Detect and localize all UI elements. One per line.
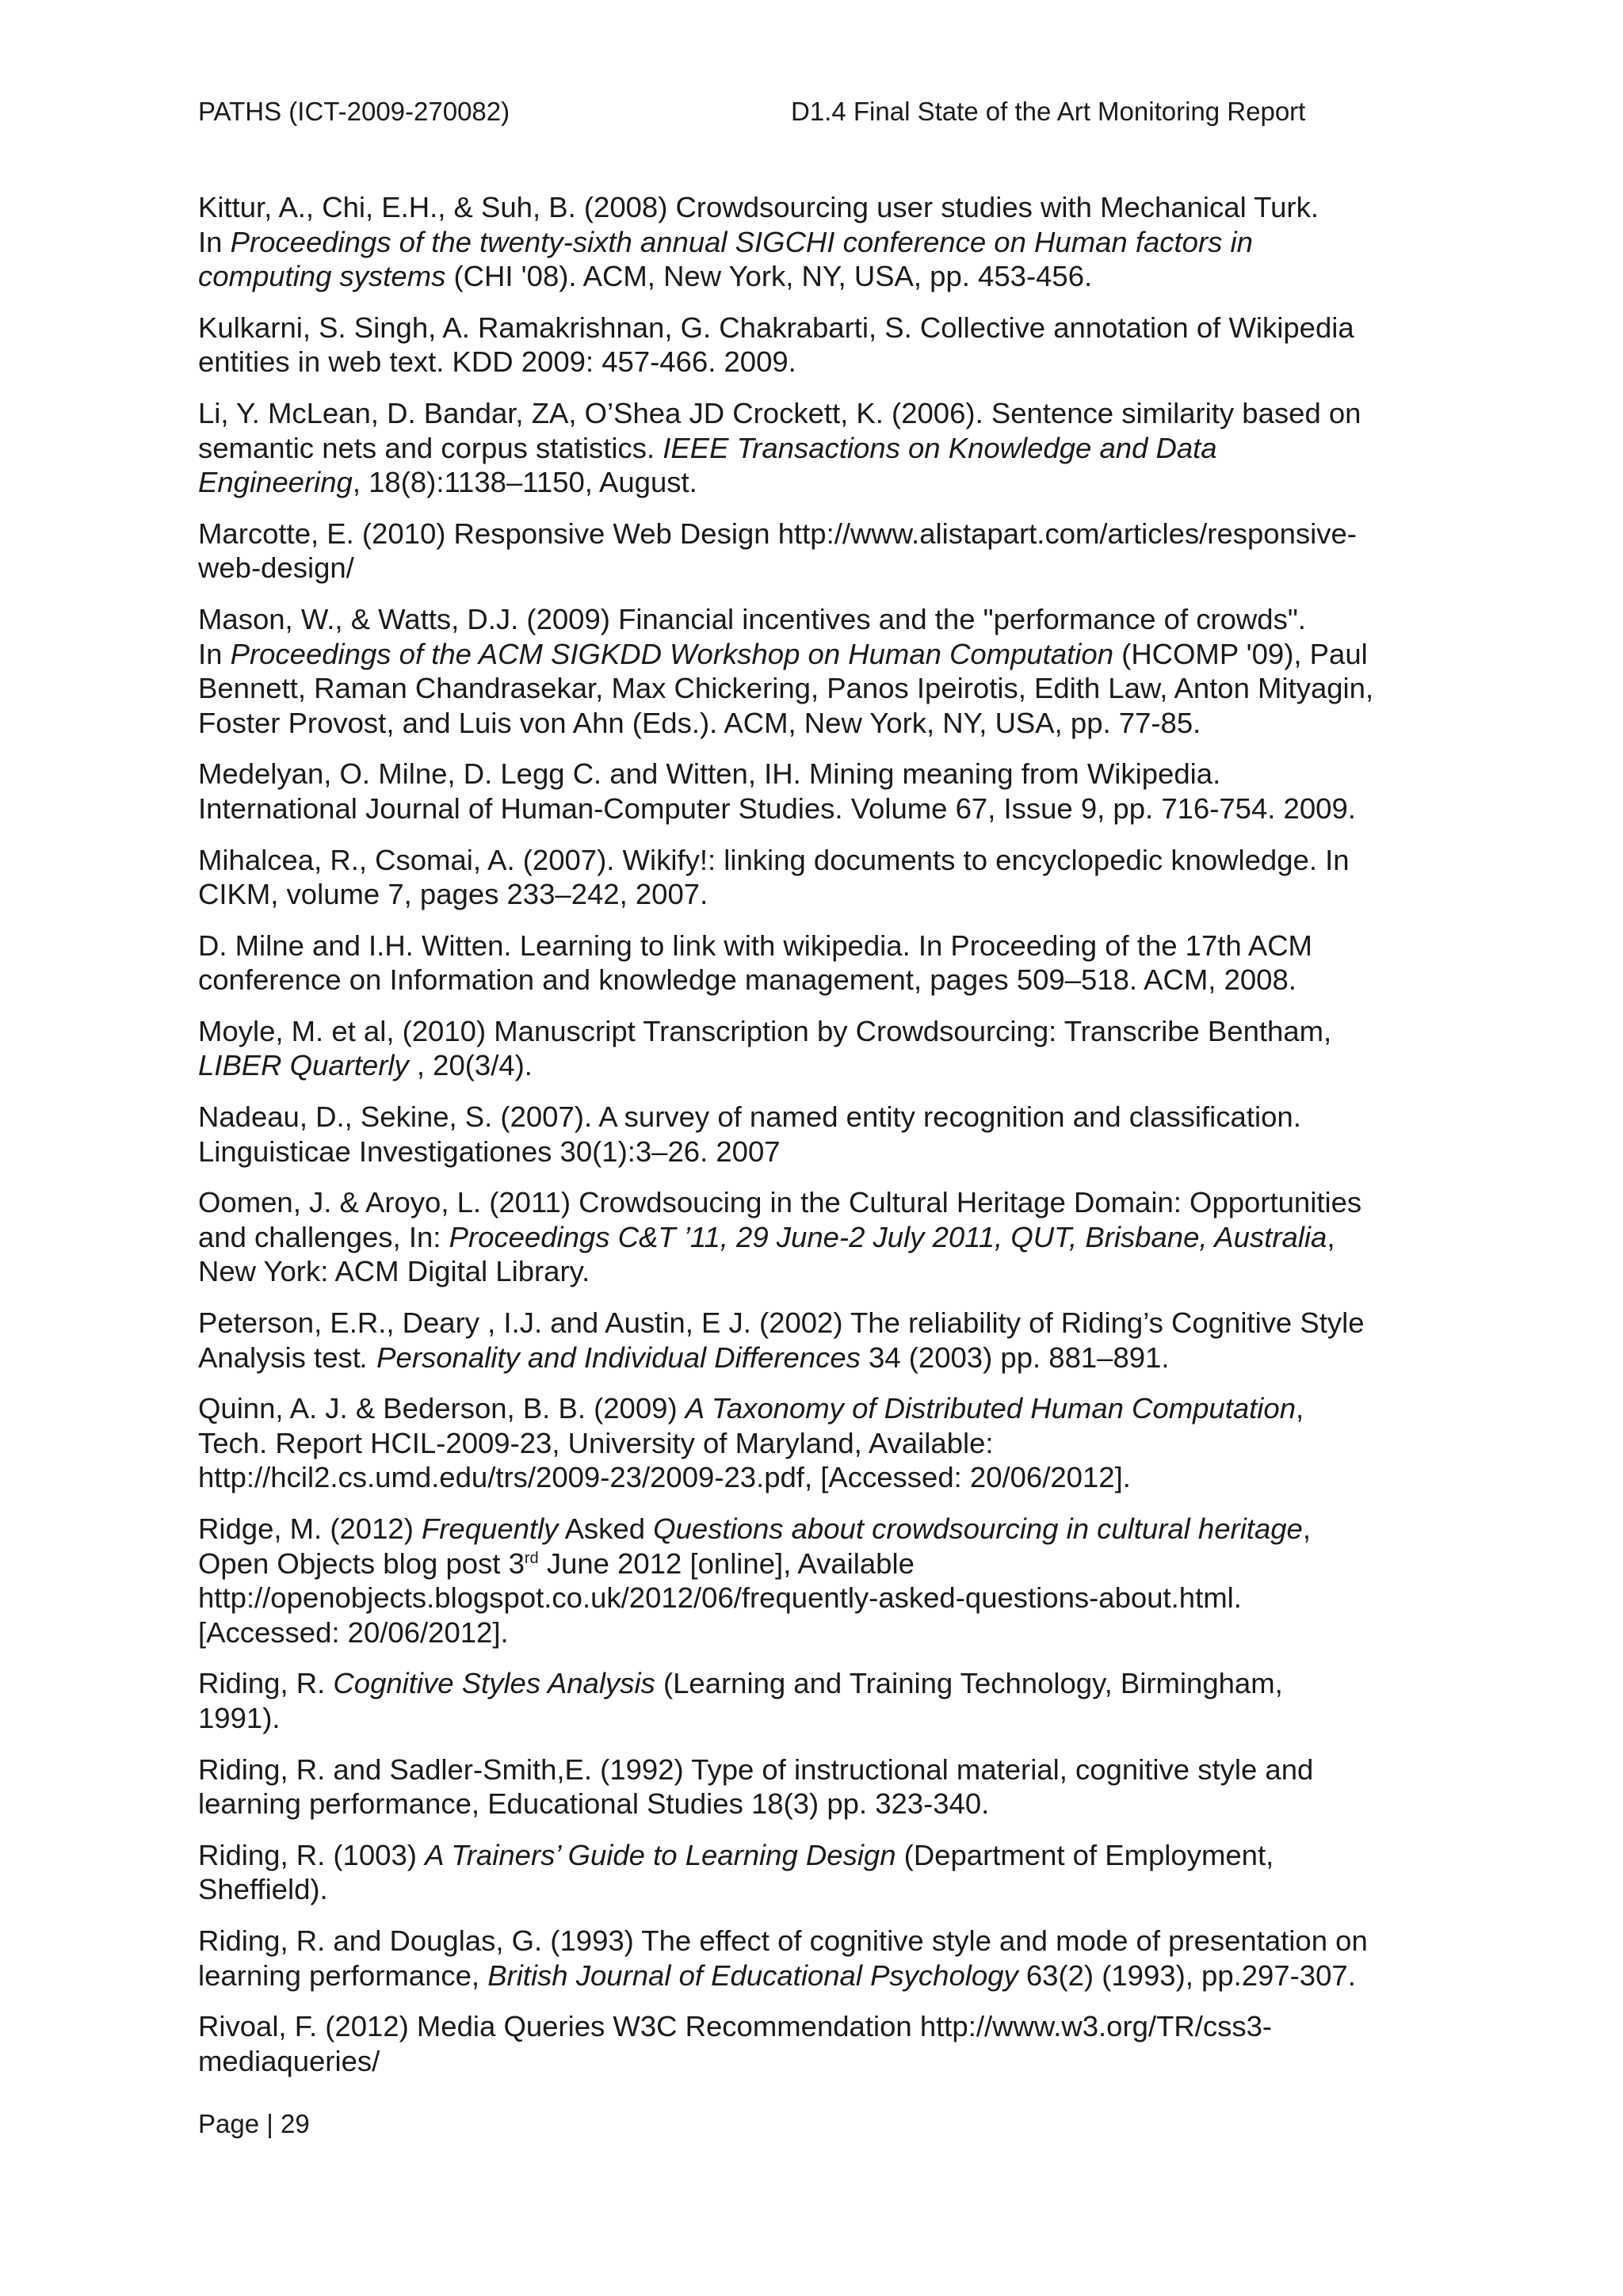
reference-entry — [198, 602, 1442, 740]
text-run: , — [1327, 1220, 1335, 1253]
text-run: Riding, R. (1003) — [198, 1838, 426, 1871]
text-run: Tech. Report HCIL-2009-23, University of Maryland, Available: — [198, 1426, 994, 1459]
text-run: Sheffield). — [198, 1873, 328, 1906]
text-run: Kulkarni, S. Singh, A. Ramakrishnan, G. Chakrabarti, S. Collective annotation of Wikipedia — [198, 311, 1354, 344]
reference-entry — [198, 396, 1442, 500]
reference-line — [198, 1512, 1442, 1547]
text-run: web-design/ — [198, 551, 354, 585]
reference-entry — [198, 1924, 1442, 1993]
reference-line — [198, 311, 1442, 345]
reference-entry — [198, 1100, 1442, 1169]
text-run: (HCOMP '09), Paul — [1113, 637, 1368, 670]
reference-line — [198, 929, 1442, 963]
reference-line — [198, 1872, 1442, 1907]
text-run: In — [198, 225, 231, 258]
reference-line — [198, 791, 1442, 826]
reference-line — [198, 2009, 1442, 2044]
reference-line — [198, 1753, 1442, 1787]
italic-text: Cognitive Styles Analysis — [333, 1667, 655, 1700]
text-run: Foster Provost, and Luis von Ahn (Eds.). ACM, New York, NY, USA, pp. 77-85. — [198, 706, 1201, 739]
italic-text: IEEE Transactions on Knowledge and Data — [663, 431, 1217, 464]
text-run: Quinn, A. J. & Bederson, B. B. (2009) — [198, 1392, 685, 1425]
text-run: Mason, W., & Watts, D.J. (2009) Financial incentives and the "performance of crowds". — [198, 602, 1306, 635]
reference-line — [198, 1701, 1442, 1736]
italic-text: Engineering — [198, 466, 353, 499]
text-run: New York: ACM Digital Library. — [198, 1255, 590, 1288]
reference-line — [198, 1787, 1442, 1821]
reference-line — [198, 1100, 1442, 1135]
text-run: learning performance, — [198, 1958, 488, 1992]
text-run: Rivoal, F. (2012) Media Queries W3C Recommendation http://www.w3.org/TR/css3- — [198, 2010, 1273, 2043]
reference-entry — [198, 1306, 1442, 1375]
reference-line — [198, 1306, 1442, 1341]
reference-line — [198, 1254, 1442, 1289]
reference-line — [198, 963, 1442, 997]
text-run: Mihalcea, R., Csomai, A. (2007). Wikify!: linking documents to encyclopedic knowledge. In — [198, 843, 1350, 876]
text-run: 1991). — [198, 1701, 281, 1734]
text-run: Open Objects blog post 3 — [198, 1547, 525, 1580]
text-run: , — [1296, 1392, 1304, 1425]
text-run: D. Milne and I.H. Witten. Learning to link with wikipedia. In Proceeding of the 17th ACM — [198, 929, 1312, 962]
reference-line — [198, 757, 1442, 791]
text-run: Riding, R. and Sadler-Smith,E. (1992) Type of instructional material, cognitive style and — [198, 1753, 1314, 1786]
reference-line — [198, 637, 1442, 672]
reference-line — [198, 465, 1442, 500]
reference-entry — [198, 190, 1442, 294]
text-run: [Accessed: 20/06/2012]. — [198, 1615, 509, 1649]
reference-line — [198, 1460, 1442, 1495]
reference-entry — [198, 1185, 1442, 1289]
reference-list — [198, 190, 1442, 2095]
reference-line — [198, 1581, 1442, 1615]
text-run: June 2012 [online], Available — [538, 1547, 915, 1580]
italic-text: Proceedings C&T ’11, 29 June-2 July 2011, QUT, Brisbane, Australia — [449, 1220, 1327, 1253]
text-run: , 18(8):1138–1150, August. — [352, 466, 697, 499]
reference-entry — [198, 311, 1442, 379]
reference-line — [198, 259, 1442, 294]
italic-text: Questions about crowdsourcing in cultural heritage — [653, 1512, 1303, 1545]
reference-line — [198, 602, 1442, 637]
italic-text: A Taxonomy of Distributed Human Computation — [685, 1392, 1296, 1425]
text-run: entities in web text. KDD 2009: 457-466. 2009. — [198, 345, 796, 379]
reference-line — [198, 517, 1442, 551]
reference-entry — [198, 843, 1442, 912]
reference-line — [198, 1958, 1442, 1993]
reference-line — [198, 1185, 1442, 1220]
text-run: semantic nets and corpus statistics. — [198, 431, 663, 464]
reference-entry — [198, 1512, 1442, 1650]
reference-line — [198, 1014, 1442, 1049]
text-run: http://openobjects.blogspot.co.uk/2012/06/frequently-asked-questions-about.html. — [198, 1581, 1242, 1615]
text-run: Analysis test — [198, 1341, 361, 1374]
reference-line — [198, 1838, 1442, 1873]
reference-line — [198, 1048, 1442, 1083]
reference-line — [198, 1924, 1442, 1958]
reference-line — [198, 1615, 1442, 1650]
header-left: PATHS (ICT-2009-270082) — [198, 97, 510, 126]
text-run: 34 (2003) pp. 881–891. — [860, 1341, 1170, 1374]
reference-line — [198, 1391, 1442, 1426]
reference-entry — [198, 1666, 1442, 1735]
italic-text: British Journal of Educational Psychology — [487, 1958, 1018, 1992]
reference-entry — [198, 517, 1442, 585]
text-run: International Journal of Human-Computer Studies. Volume 67, Issue 9, pp. 716-754. 2009. — [198, 791, 1356, 825]
text-run: http://hcil2.cs.umd.edu/trs/2009-23/2009-23.pdf, [Accessed: 20/06/2012]. — [198, 1461, 1131, 1494]
reference-entry — [198, 929, 1442, 997]
superscript-text: rd — [524, 1549, 539, 1567]
italic-text: Proceedings of the twenty-sixth annual SIGCHI conference on Human factors in — [230, 225, 1253, 258]
reference-entry — [198, 1838, 1442, 1907]
text-run: Li, Y. McLean, D. Bandar, ZA, O’Shea JD Crockett, K. (2006). Sentence similarity based on — [198, 396, 1361, 429]
italic-text: Frequently — [421, 1512, 559, 1545]
reference-line — [198, 843, 1442, 878]
page-number: Page | 29 — [198, 2109, 310, 2138]
text-run: Ridge, M. (2012) — [198, 1512, 422, 1545]
text-run: Asked — [558, 1512, 654, 1545]
reference-entry — [198, 1391, 1442, 1495]
text-run: Moyle, M. et al, (2010) Manuscript Transcription by Crowdsourcing: Transcribe Bentham, — [198, 1014, 1332, 1047]
reference-line — [198, 345, 1442, 379]
reference-line — [198, 1135, 1442, 1169]
reference-line — [198, 1341, 1442, 1375]
reference-line — [198, 1666, 1442, 1701]
reference-line — [198, 671, 1442, 706]
text-run: Marcotte, E. (2010) Responsive Web Design http://www.alistapart.com/articles/responsive- — [198, 517, 1357, 550]
text-run: Nadeau, D., Sekine, S. (2007). A survey of named entity recognition and classification. — [198, 1100, 1301, 1134]
italic-text: computing systems — [198, 260, 446, 293]
reference-line — [198, 877, 1442, 912]
text-run: (Learning and Training Technology, Birmingham, — [655, 1667, 1283, 1700]
text-run: , 20(3/4). — [408, 1049, 533, 1082]
italic-text: LIBER Quarterly — [198, 1049, 409, 1082]
reference-entry — [198, 1014, 1442, 1083]
text-run: CIKM, volume 7, pages 233–242, 2007. — [198, 878, 708, 911]
reference-line — [198, 706, 1442, 741]
reference-entry — [198, 2009, 1442, 2078]
reference-line — [198, 1426, 1442, 1461]
text-run: Medelyan, O. Milne, D. Legg C. and Witten, IH. Mining meaning from Wikipedia. — [198, 757, 1221, 791]
text-run: Kittur, A., Chi, E.H., & Suh, B. (2008) Crowdsourcing user studies with Mechanical Turk. — [198, 191, 1319, 223]
text-run: , — [1302, 1512, 1311, 1545]
italic-text: Proceedings of the ACM SIGKDD Workshop on Human Computation — [230, 637, 1114, 670]
reference-entry — [198, 1753, 1442, 1821]
text-run: learning performance, Educational Studies 18(3) pp. 323-340. — [198, 1787, 990, 1821]
reference-line — [198, 2044, 1442, 2079]
text-run: In — [198, 637, 231, 670]
text-run: Linguisticae Investigationes 30(1):3–26. 2007 — [198, 1135, 781, 1168]
text-run: Oomen, J. & Aroyo, L. (2011) Crowdsoucing in the Cultural Heritage Domain: Opportunities — [198, 1186, 1362, 1219]
header-right: D1.4 Final State of the Art Monitoring Report — [791, 97, 1306, 126]
text-run: conference on Information and knowledge management, pages 509–518. ACM, 2008. — [198, 963, 1296, 997]
reference-line — [198, 431, 1442, 466]
text-run: Riding, R. and Douglas, G. (1993) The effect of cognitive style and mode of presentation on — [198, 1924, 1368, 1957]
text-run: Bennett, Raman Chandrasekar, Max Chickering, Panos Ipeirotis, Edith Law, Anton Mityagin, — [198, 672, 1374, 705]
text-run: mediaqueries/ — [198, 2044, 380, 2077]
italic-text: A Trainers’ Guide to Learning Design — [425, 1838, 896, 1871]
text-run: (Department of Employment, — [896, 1838, 1274, 1871]
reference-line — [198, 396, 1442, 431]
reference-line — [198, 190, 1442, 225]
reference-line — [198, 551, 1442, 585]
text-run: and challenges, In: — [198, 1220, 449, 1253]
italic-text: . Personality and Individual Differences — [360, 1341, 861, 1374]
reference-line — [198, 1220, 1442, 1255]
text-run: Riding, R. — [198, 1667, 334, 1700]
reference-line — [198, 225, 1442, 260]
text-run: (CHI '08). ACM, New York, NY, USA, pp. 453-456. — [445, 260, 1093, 293]
reference-entry — [198, 757, 1442, 826]
text-run: Peterson, E.R., Deary , I.J. and Austin, E J. (2002) The reliability of Riding’s Cognitive Style — [198, 1306, 1365, 1340]
text-run: 63(2) (1993), pp.297-307. — [1018, 1958, 1356, 1992]
reference-line — [198, 1547, 1442, 1581]
